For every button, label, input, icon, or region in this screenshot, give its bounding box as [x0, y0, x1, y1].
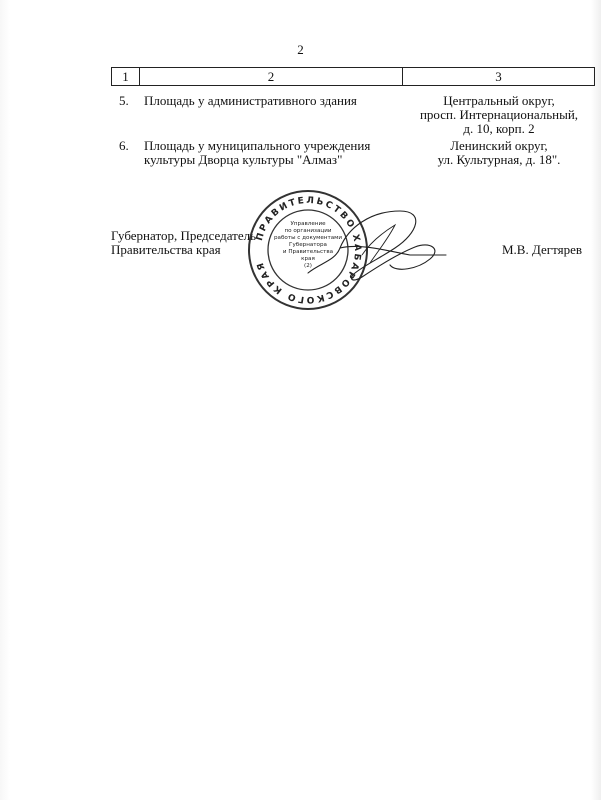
column-header-table	[111, 67, 595, 86]
column-header-3: 3	[403, 68, 595, 86]
signatory-title-line: Губернатор, Председатель	[111, 228, 257, 243]
svg-text:края: края	[301, 256, 315, 262]
svg-text:(2): (2)	[304, 263, 312, 269]
signatory-title	[111, 229, 256, 257]
address-line: д. 10, корп. 2	[463, 121, 535, 136]
column-header-1: 1	[112, 68, 140, 86]
signatory-title-line: Правительства края	[111, 242, 221, 257]
address-line: Центральный округ,	[443, 93, 555, 108]
svg-text:по организации: по организации	[284, 228, 332, 234]
name-line: культуры Дворца культуры "Алмаз"	[144, 152, 343, 167]
row-number: 6.	[119, 138, 129, 153]
place-name	[144, 139, 394, 167]
place-address	[403, 94, 595, 136]
row-number: 5.	[119, 93, 129, 108]
svg-text:ПРАВИТЕЛЬСТВО ХАБАРОВСКОГО КРА: ПРАВИТЕЛЬСТВО ХАБАРОВСКОГО КРАЯ	[254, 195, 363, 305]
svg-text:работы с документами: работы с документами	[274, 235, 342, 241]
page-number: 2	[297, 42, 304, 57]
svg-text:Управление: Управление	[290, 221, 326, 227]
name-line: Площадь у муниципального учреждения	[144, 138, 371, 153]
svg-text:и Правительства: и Правительства	[282, 249, 334, 255]
handwritten-signature	[300, 203, 450, 293]
signatory-name: М.В. Дегтярев	[502, 242, 583, 257]
address-line: ул. Культурная, д. 18".	[437, 152, 561, 167]
place-name: Площадь у административного здания	[144, 93, 357, 108]
svg-text:Губернатора: Губернатора	[289, 242, 327, 248]
place-address	[403, 139, 595, 167]
address-line: просп. Интернациональный,	[419, 107, 579, 122]
column-header-2: 2	[140, 68, 403, 86]
address-line: Ленинский округ,	[450, 138, 548, 153]
